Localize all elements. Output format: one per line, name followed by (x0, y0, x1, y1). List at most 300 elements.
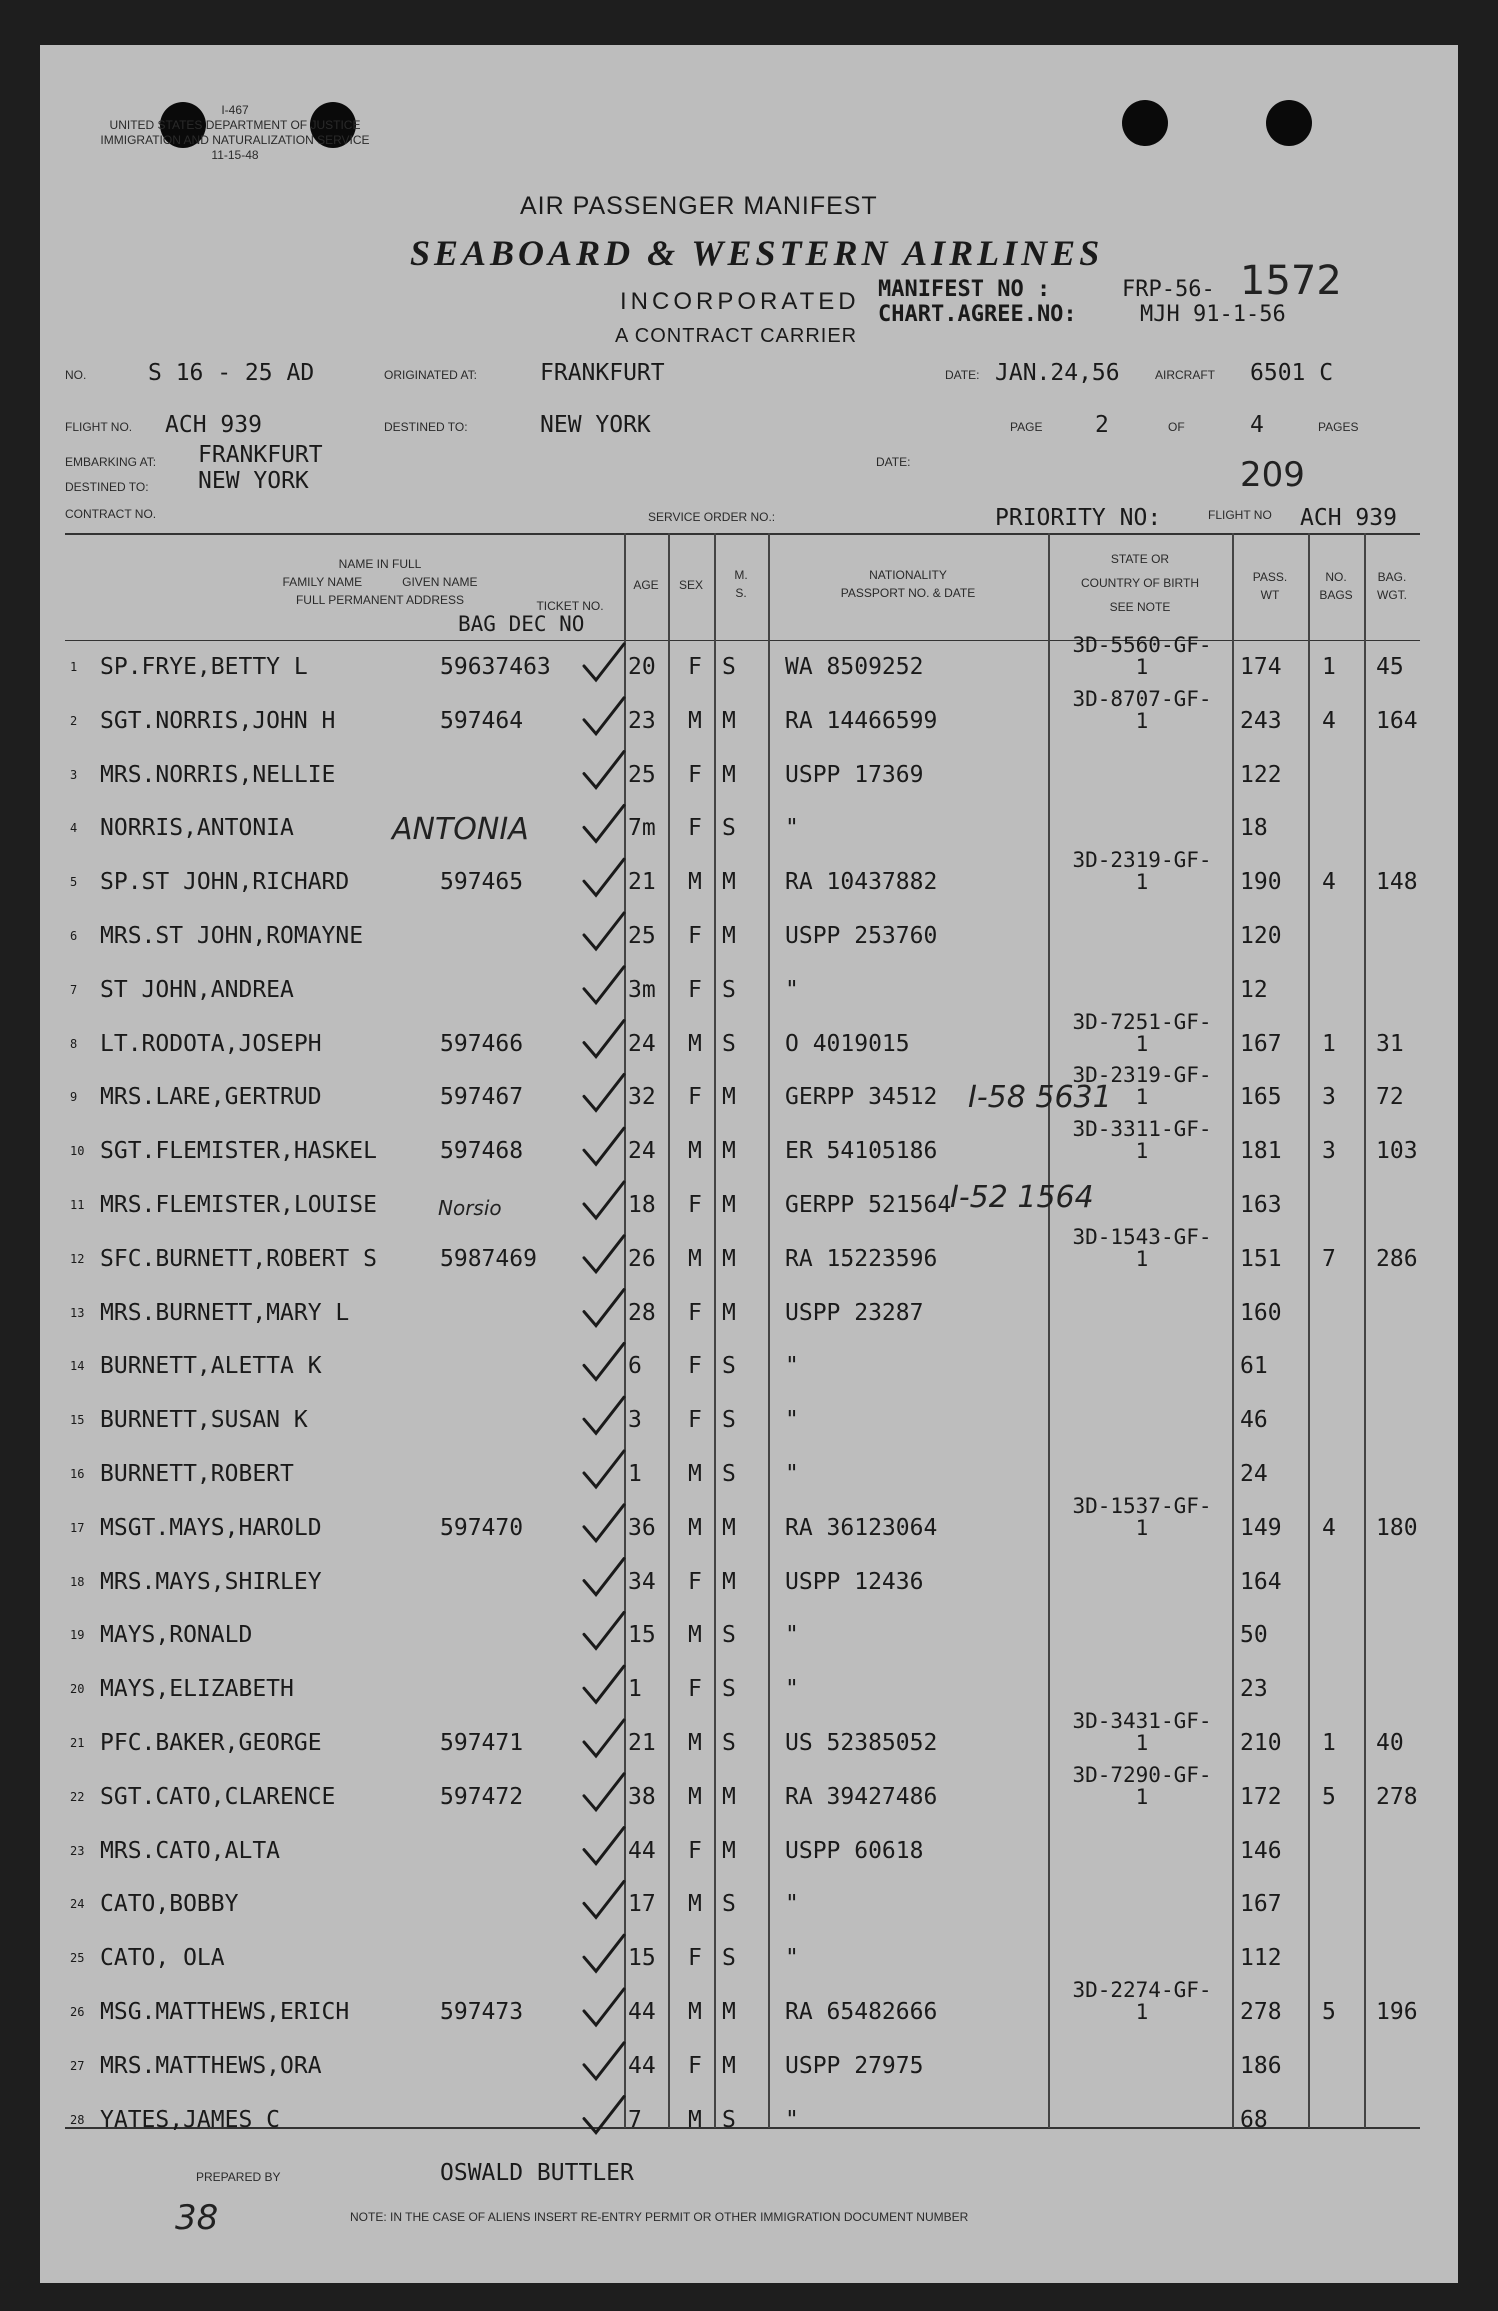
sex-cell: F (688, 1568, 702, 1595)
passenger-name: MRS.CATO,ALTA (100, 1837, 281, 1864)
check-mark (584, 967, 624, 1003)
passenger-name: PFC.BAKER,GEORGE (100, 1730, 322, 1756)
passenger-weight: 149 (1240, 1514, 1282, 1541)
bag-count: 4 (1322, 1514, 1336, 1541)
row-number: 4 (70, 821, 78, 836)
age-cell: 17 (628, 1891, 656, 1918)
handwritten-flemister-number: I-52 1564 (950, 1180, 1094, 1215)
passport-cell: RA 36123064 (785, 1514, 938, 1541)
age-cell: 32 (628, 1084, 656, 1111)
age-cell: 28 (628, 1299, 656, 1326)
passport-cell: RA 10437882 (785, 869, 938, 896)
sex-cell: F (688, 1192, 702, 1218)
bag-weight: 180 (1376, 1514, 1418, 1541)
passenger-name: MRS.BURNETT,MARY L (100, 1299, 350, 1326)
row-number: 20 (70, 1682, 85, 1697)
passenger-weight: 120 (1240, 923, 1282, 949)
passenger-name: MRS.MAYS,SHIRLEY (100, 1568, 322, 1595)
col-header-nat-1: NATIONALITY (869, 568, 947, 582)
age-cell: 7 (628, 2106, 642, 2133)
embarking-label: EMBARKING AT: (65, 455, 157, 469)
passport-cell: WA 8509252 (785, 654, 924, 680)
birth-state-line-1: 3D-3431-GF- (1072, 1709, 1212, 1733)
age-cell: 21 (628, 1730, 656, 1756)
passenger-weight: 23 (1240, 1676, 1268, 1703)
passport-cell: " (785, 1622, 799, 1649)
bag-weight: 148 (1376, 869, 1418, 896)
row-number: 21 (70, 1736, 85, 1750)
passenger-weight: 210 (1240, 1730, 1282, 1756)
passport-cell: ER 54105186 (785, 1138, 938, 1165)
no-label: NO. (65, 368, 87, 382)
marital-status-cell: M (722, 707, 736, 734)
age-cell: 23 (628, 707, 656, 734)
chart-agree-no: MJH 91-1-56 (1140, 302, 1286, 327)
passport-cell: " (785, 815, 799, 842)
sex-cell: M (688, 1245, 702, 1272)
passport-cell: GERPP 34512 (785, 1084, 938, 1111)
col-header-bags-2: BAGS (1319, 588, 1353, 602)
marital-status-cell: S (722, 1407, 736, 1434)
check-mark (584, 1343, 624, 1379)
passenger-weight: 163 (1240, 1192, 1282, 1218)
passenger-weight: 46 (1240, 1407, 1268, 1434)
flight-no-label-2: FLIGHT NO (1208, 508, 1272, 522)
bag-count: 1 (1322, 654, 1336, 680)
sex-cell: F (688, 1407, 702, 1434)
birth-state-line-2: 1 (1135, 1085, 1149, 1110)
sex-cell: F (688, 1299, 702, 1326)
age-cell: 38 (628, 1783, 656, 1810)
birth-state-line-1: 3D-7290-GF- (1072, 1762, 1212, 1787)
immigration-note: NOTE: IN THE CASE OF ALIENS INSERT RE-ENTRY PERMIT OR OTHER IMMIGRATION DOCUMENT NUMBER (350, 2210, 969, 2224)
bag-weight: 278 (1376, 1783, 1418, 1810)
row-number: 3 (70, 767, 78, 782)
ticket-number: 597468 (440, 1138, 524, 1165)
passport-cell: USPP 17369 (785, 761, 924, 788)
marital-status-cell: M (722, 1245, 736, 1272)
passenger-weight: 61 (1240, 1353, 1268, 1380)
bag-count: 3 (1322, 1084, 1336, 1111)
sex-cell: F (688, 2052, 702, 2079)
marital-status-cell: S (722, 2106, 736, 2133)
row-number: 23 (70, 1843, 85, 1858)
marital-status-cell: S (722, 1030, 736, 1057)
passenger-name: SGT.NORRIS,JOHN H (100, 707, 336, 734)
service-order-label: SERVICE ORDER NO.: (648, 510, 776, 524)
of-label: OF (1168, 420, 1185, 434)
form-number: I-467 (221, 103, 249, 117)
passport-cell: USPP 27975 (785, 2052, 924, 2079)
passenger-name: CATO, OLA (100, 1945, 225, 1972)
originated-value: FRANKFURT (540, 360, 665, 386)
passenger-name: SP.FRYE,BETTY L (100, 654, 308, 680)
handwritten-number: 209 (1240, 455, 1305, 495)
col-header-name-1: NAME IN FULL (338, 557, 422, 571)
col-header-bagw-1: BAG. (1377, 570, 1407, 584)
age-cell: 15 (628, 1945, 656, 1972)
sex-cell: M (688, 1138, 702, 1165)
passenger-weight: 24 (1240, 1461, 1268, 1487)
pages-value: 4 (1250, 412, 1264, 438)
passenger-weight: 146 (1240, 1837, 1282, 1864)
passenger-name: MRS.FLEMISTER,LOUISE (100, 1192, 377, 1218)
bag-count: 4 (1322, 869, 1336, 896)
sex-cell: F (688, 923, 702, 949)
sex-cell: M (688, 2106, 702, 2133)
sex-cell: F (688, 1353, 702, 1380)
passenger-name: MAYS,ELIZABETH (100, 1676, 294, 1703)
sex-cell: M (688, 1999, 702, 2025)
check-mark (584, 1236, 624, 1272)
age-cell: 34 (628, 1568, 656, 1595)
age-cell: 3m (628, 976, 656, 1003)
sex-cell: F (688, 1837, 702, 1864)
row-number: 11 (70, 1198, 85, 1212)
col-header-address: FULL PERMANENT ADDRESS (295, 593, 465, 607)
passport-cell: " (785, 1461, 799, 1487)
passenger-weight: 18 (1240, 815, 1268, 842)
age-cell: 21 (628, 869, 656, 896)
bag-count: 3 (1322, 1138, 1336, 1165)
row-number: 25 (70, 1951, 85, 1966)
passenger-weight: 50 (1240, 1622, 1268, 1649)
contract-label: CONTRACT NO. (65, 507, 157, 521)
check-mark (584, 1128, 624, 1164)
check-mark (584, 1559, 624, 1595)
handwritten-initials: 38 (175, 2198, 219, 2238)
sex-cell: F (688, 976, 702, 1003)
row-number: 19 (70, 1628, 85, 1643)
birth-state-line-1: 3D-3311-GF- (1072, 1117, 1212, 1142)
age-cell: 24 (628, 1030, 656, 1057)
ticket-number: 597467 (440, 1084, 524, 1111)
passenger-weight: 278 (1240, 1999, 1282, 2025)
flight-value-2: ACH 939 (1300, 505, 1397, 531)
marital-status-cell: S (722, 1730, 736, 1756)
manifest-title: AIR PASSENGER MANIFEST (520, 192, 878, 220)
marital-status-cell: M (722, 923, 736, 949)
marital-status-cell: S (722, 1945, 736, 1972)
passport-cell: RA 14466599 (785, 707, 938, 734)
col-header-bag-dec: BAG DEC NO (458, 612, 585, 636)
marital-status-cell: S (722, 1891, 736, 1918)
passenger-name: NORRIS,ANTONIA (100, 815, 294, 842)
prepared-by-value: OSWALD BUTTLER (440, 2160, 634, 2186)
sex-cell: M (688, 1891, 702, 1918)
check-mark (584, 1666, 624, 1702)
passport-cell: RA 15223596 (785, 1245, 938, 1272)
row-number: 15 (70, 1413, 85, 1428)
marital-status-cell: M (722, 1783, 736, 1810)
passport-cell: USPP 253760 (785, 923, 938, 949)
check-mark (584, 805, 624, 841)
marital-status-cell: S (722, 654, 736, 680)
col-header-state-3: SEE NOTE (1109, 600, 1171, 614)
marital-status-cell: M (722, 1514, 736, 1541)
check-mark (584, 2097, 624, 2133)
birth-state-line-2: 1 (1135, 2000, 1149, 2024)
age-cell: 15 (628, 1622, 656, 1649)
passenger-name: MRS.ST JOHN,ROMAYNE (100, 923, 364, 949)
flight-label: FLIGHT NO. (65, 420, 133, 434)
embarking-value: FRANKFURT (198, 442, 323, 468)
age-cell: 44 (628, 1837, 656, 1864)
passenger-name: BURNETT,SUSAN K (100, 1407, 308, 1434)
passport-cell: USPP 23287 (785, 1299, 924, 1326)
sex-cell: M (688, 869, 702, 896)
passport-cell: GERPP 521564 (785, 1192, 952, 1218)
passenger-weight: 165 (1240, 1084, 1282, 1111)
passenger-weight: 190 (1240, 869, 1282, 896)
agency-line-2: IMMIGRATION AND NATURALIZATION SERVICE (100, 133, 370, 147)
row-number: 17 (70, 1520, 85, 1535)
passport-cell: O 4019015 (785, 1030, 910, 1057)
check-mark (584, 1935, 624, 1971)
destined-value: NEW YORK (540, 412, 651, 438)
col-header-ms-1: M. (734, 568, 748, 582)
flight-value: ACH 939 (165, 412, 262, 438)
age-cell: 7m (628, 815, 656, 842)
passenger-name: MSGT.MAYS,HAROLD (100, 1514, 322, 1541)
date-value: JAN.24,56 (995, 360, 1120, 386)
age-cell: 26 (628, 1245, 656, 1272)
prepared-by-label: PREPARED BY (196, 2170, 281, 2184)
col-header-age: AGE (633, 578, 659, 592)
col-header-nat-2: PASSPORT NO. & DATE (840, 586, 976, 600)
age-cell: 18 (628, 1192, 656, 1218)
passenger-name: MRS.MATTHEWS,ORA (100, 2052, 322, 2079)
bag-weight: 40 (1376, 1730, 1404, 1756)
col-header-family: FAMILY NAME (282, 575, 363, 589)
check-mark (584, 859, 624, 895)
birth-state-line-2: 1 (1135, 1031, 1149, 1056)
marital-status-cell: M (722, 1568, 736, 1595)
sex-cell: M (688, 1030, 702, 1057)
sex-cell: M (688, 1622, 702, 1649)
birth-state-line-1: 3D-2319-GF- (1072, 848, 1212, 873)
check-mark (584, 644, 624, 680)
aircraft-label: AIRCRAFT (1155, 368, 1215, 382)
passenger-name: MAYS,RONALD (100, 1622, 253, 1649)
pages-label: PAGES (1318, 420, 1359, 434)
check-mark (584, 752, 624, 788)
passport-cell: " (785, 1891, 799, 1918)
passport-cell: " (785, 1676, 799, 1703)
check-mark (584, 1720, 624, 1756)
marital-status-cell: M (722, 761, 736, 788)
sex-cell: F (688, 1945, 702, 1972)
passenger-weight: 167 (1240, 1030, 1282, 1057)
age-cell: 1 (628, 1461, 642, 1487)
sex-cell: M (688, 707, 702, 734)
check-mark (584, 1021, 624, 1057)
row-number: 1 (70, 660, 78, 674)
check-mark (584, 1182, 624, 1218)
check-mark (584, 1505, 624, 1541)
marital-status-cell: M (722, 2052, 736, 2079)
birth-state-line-1: 3D-8707-GF- (1072, 686, 1212, 711)
col-header-pass-2: WT (1260, 588, 1280, 602)
passenger-name: SFC.BURNETT,ROBERT S (100, 1245, 377, 1272)
passport-cell: " (785, 976, 799, 1003)
marital-status-cell: M (722, 1192, 736, 1218)
date2-label: DATE: (876, 455, 911, 469)
passenger-name: SGT.FLEMISTER,HASKEL (100, 1138, 377, 1165)
marital-status-cell: M (722, 869, 736, 896)
row-number: 22 (70, 1789, 85, 1804)
col-header-state-2: COUNTRY OF BIRTH (1080, 576, 1199, 590)
birth-state-line-1: 3D-1543-GF- (1072, 1224, 1212, 1249)
row-number: 14 (70, 1359, 85, 1374)
col-header-state-1: STATE OR (1110, 552, 1170, 566)
marital-status-cell: S (722, 1622, 736, 1649)
row-number: 10 (70, 1144, 85, 1159)
ticket-number: 597473 (440, 1999, 524, 2025)
passenger-weight: 112 (1240, 1945, 1282, 1972)
birth-state-line-1: 3D-5560-GF- (1072, 633, 1212, 657)
ticket-number: 597471 (440, 1730, 524, 1756)
check-mark (584, 1774, 624, 1810)
row-number: 7 (70, 982, 78, 997)
passenger-weight: 68 (1240, 2106, 1268, 2133)
check-mark (584, 698, 624, 734)
age-cell: 44 (628, 1999, 656, 2025)
marital-status-cell: S (722, 1461, 736, 1487)
passenger-weight: 172 (1240, 1783, 1282, 1810)
row-number: 27 (70, 2058, 85, 2073)
marital-status-cell: S (722, 976, 736, 1003)
handwritten-louise-note: Norsio (438, 1196, 502, 1220)
passport-cell: USPP 12436 (785, 1568, 924, 1595)
passenger-name: BURNETT,ROBERT (100, 1461, 294, 1487)
bag-weight: 196 (1376, 1999, 1418, 2025)
check-mark (584, 1828, 624, 1864)
manifest-no-label: MANIFEST NO : (878, 277, 1051, 302)
birth-state-line-2: 1 (1135, 655, 1149, 679)
birth-state-line-1: 3D-1537-GF- (1072, 1493, 1212, 1518)
passport-cell: " (785, 1945, 799, 1972)
agency-date: 11-15-48 (211, 148, 259, 162)
passenger-name: SP.ST JOHN,RICHARD (100, 869, 350, 896)
bag-weight: 286 (1376, 1245, 1418, 1272)
sex-cell: M (688, 1783, 702, 1810)
manifest-no-handwritten: 1572 (1240, 258, 1342, 304)
passenger-weight: 12 (1240, 976, 1268, 1003)
row-number: 26 (70, 2005, 85, 2019)
row-number: 13 (70, 1305, 85, 1320)
check-mark (584, 1989, 624, 2025)
passenger-name: YATES,JAMES C (100, 2106, 281, 2133)
row-number: 6 (70, 929, 78, 943)
manifest-no: FRP-56- (1122, 277, 1215, 302)
bag-weight: 72 (1376, 1084, 1404, 1111)
marital-status-cell: M (722, 1837, 736, 1864)
sex-cell: F (688, 1084, 702, 1111)
sex-cell: M (688, 1461, 702, 1487)
marital-status-cell: M (722, 1084, 736, 1111)
col-header-bags-1: NO. (1325, 570, 1347, 584)
birth-state-line-2: 1 (1135, 1515, 1149, 1540)
row-number: 12 (70, 1251, 85, 1266)
passenger-weight: 122 (1240, 761, 1282, 788)
col-header-bagw-2: WGT. (1377, 588, 1407, 602)
row-number: 18 (70, 1574, 85, 1589)
passenger-name: MRS.LARE,GERTRUD (100, 1084, 322, 1111)
bag-weight: 45 (1376, 654, 1404, 680)
col-header-sex: SEX (678, 578, 703, 592)
sex-cell: F (688, 761, 702, 788)
birth-state-line-2: 1 (1135, 708, 1149, 733)
passport-cell: RA 65482666 (785, 1999, 938, 2025)
handwritten-lare-number: I-58 5631 (968, 1080, 1112, 1115)
destined-label: DESTINED TO: (384, 420, 468, 434)
check-mark (584, 1290, 624, 1326)
marital-status-cell: S (722, 1353, 736, 1380)
row-number: 5 (70, 875, 78, 890)
passenger-name: MSG.MATTHEWS,ERICH (100, 1999, 350, 2025)
bag-count: 4 (1322, 707, 1336, 734)
check-mark (584, 913, 624, 949)
bag-count: 5 (1322, 1783, 1336, 1810)
destined2-label: DESTINED TO: (65, 480, 149, 494)
ticket-number: 597464 (440, 707, 524, 734)
marital-status-cell: M (722, 1999, 736, 2025)
passenger-weight: 167 (1240, 1891, 1282, 1918)
passport-cell: RA 39427486 (785, 1783, 938, 1810)
incorporated-label: INCORPORATED (620, 288, 860, 315)
originated-label: ORIGINATED AT: (384, 368, 477, 382)
passenger-name: LT.RODOTA,JOSEPH (100, 1030, 322, 1057)
age-cell: 20 (628, 654, 656, 680)
check-mark (584, 2043, 624, 2079)
ticket-number: 597466 (440, 1030, 524, 1057)
age-cell: 25 (628, 761, 656, 788)
passenger-name: MRS.NORRIS,NELLIE (100, 761, 336, 788)
col-header-ticket: TICKET NO. (536, 599, 604, 613)
destined2-value: NEW YORK (198, 468, 309, 494)
birth-state-line-2: 1 (1135, 1139, 1149, 1164)
passport-cell: " (785, 1353, 799, 1380)
age-cell: 1 (628, 1676, 642, 1703)
date-label: DATE: (945, 368, 980, 382)
marital-status-cell: M (722, 1138, 736, 1165)
check-mark (584, 1612, 624, 1648)
age-cell: 44 (628, 2052, 656, 2079)
marital-status-cell: M (722, 1299, 736, 1326)
bag-weight: 103 (1376, 1138, 1418, 1165)
passport-cell: " (785, 2106, 799, 2133)
birth-state-line-2: 1 (1135, 1731, 1149, 1755)
age-cell: 36 (628, 1514, 656, 1541)
sex-cell: F (688, 654, 702, 680)
handwritten-antonia: ANTONIA (392, 812, 529, 847)
sex-cell: M (688, 1730, 702, 1756)
age-cell: 25 (628, 923, 656, 949)
passenger-name: SGT.CATO,CLARENCE (100, 1783, 336, 1810)
passenger-weight: 174 (1240, 654, 1282, 680)
bag-count: 1 (1322, 1030, 1336, 1057)
age-cell: 6 (628, 1353, 642, 1380)
row-number: 8 (70, 1036, 78, 1051)
chart-agree-label: CHART.AGREE.NO: (878, 302, 1077, 327)
check-mark (584, 1074, 624, 1110)
airline-name: SEABOARD & WESTERN AIRLINES (410, 233, 1104, 273)
age-cell: 24 (628, 1138, 656, 1165)
marital-status-cell: S (722, 815, 736, 842)
ticket-number: 59637463 (440, 654, 551, 680)
birth-state-line-2: 1 (1135, 870, 1149, 895)
